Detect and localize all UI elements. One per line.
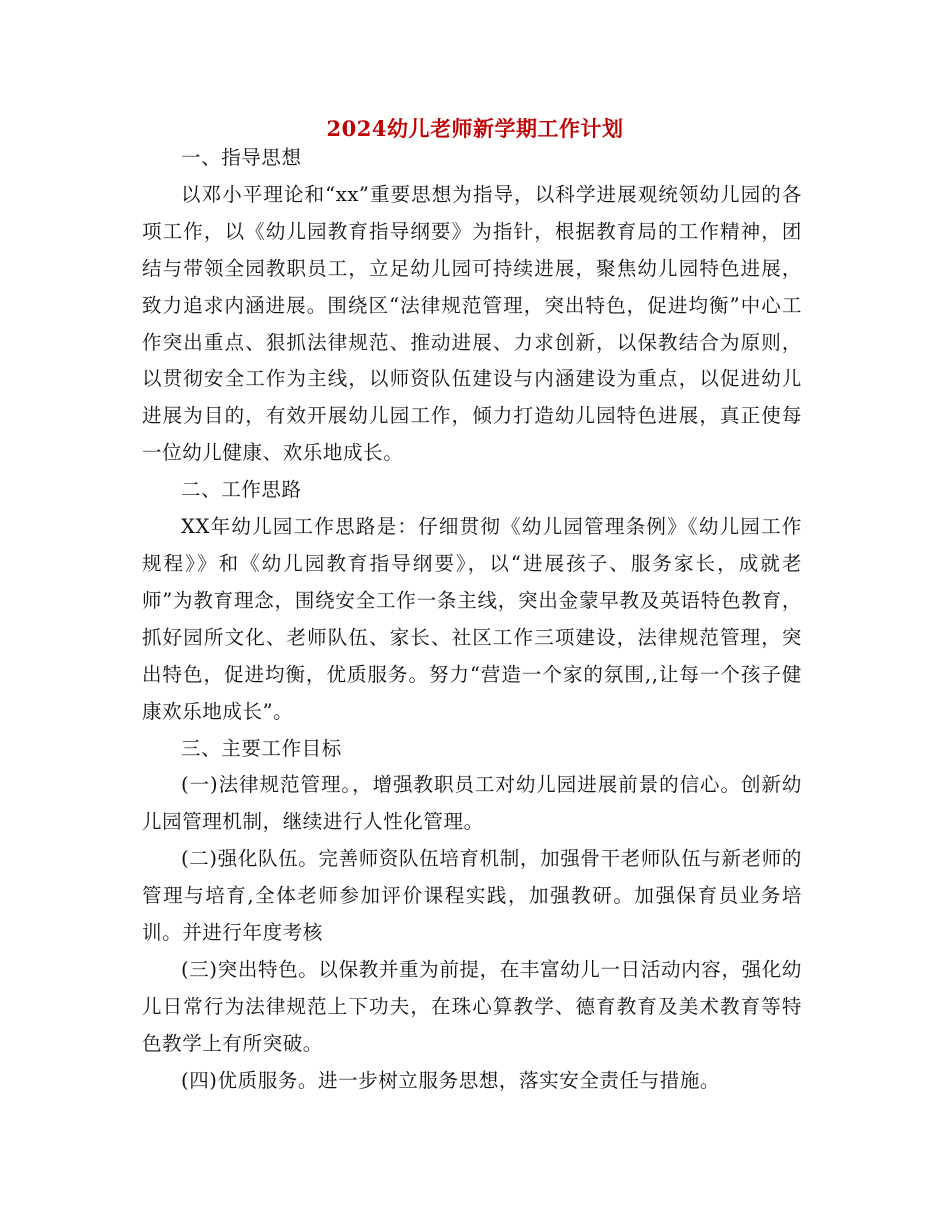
- document-body: [142, 140, 802, 1100]
- paragraph-guiding-thought: 以邓小平理论和“xx”重要思想为指导，以科学进展观统领幼儿园的各项工作，以《幼儿园教育指导纲要》为指针，根据教育局的工作精神，团结与带领全园教职员工，立足幼儿园可持续进展，聚焦幼儿园特色进展，致力追求内涵进展。围绕区“法律规范管理，突出特色，促进均衡”中心工作突出重点、狠抓法律规范、推动进展、力求创新，以保教结合为原则，以贯彻安全工作为主线，以师资队伍建设与内涵建设为重点，以促进幼儿进展为目的，有效开展幼儿园工作，倾力打造幼儿园特色进展，真正使每一位幼儿健康、欢乐地成长。: [142, 182, 802, 465]
- paragraph-goal-1: (一)法律规范管理。，增强教职员工对幼儿园进展前景的信心。创新幼儿园管理机制，继续进行人性化管理。: [142, 773, 802, 834]
- paragraph-goal-3: (三)突出特色。以保教并重为前提，在丰富幼儿一日活动内容，强化幼儿日常行为法律规范上下功夫，在珠心算教学、德育教育及美术教育等特色教学上有所突破。: [142, 957, 802, 1055]
- paragraph-goal-4: (四)优质服务。进一步树立服务思想，落实安全责任与措施。: [181, 1068, 721, 1092]
- paragraph-work-approach: XX年幼儿园工作思路是：仔细贯彻《幼儿园管理条例》《幼儿园工作规程》》和《幼儿园教育指导纲要》，以“进展孩子、服务家长，成就老师”为教育理念，围绕安全工作一条主线，突出金蒙早教及英语特色教育，抓好园所文化、老师队伍、家长、社区工作三项建设，法律规范管理，突出特色，促进均衡，优质服务。努力“营造一个家的氛围,,让每一个孩子健康欢乐地成长”。: [142, 515, 802, 723]
- section-heading-main-goals: 三、主要工作目标: [181, 736, 342, 760]
- paragraph-goal-2: (二)强化队伍。完善师资队伍培育机制，加强骨干老师队伍与新老师的管理与培育,全体老师参加评价课程实践，加强教研。加强保育员业务培训。并进行年度考核: [142, 847, 802, 945]
- section-heading-work-approach: 二、工作思路: [181, 478, 302, 502]
- document-title: 2024幼儿老师新学期工作计划: [326, 116, 624, 141]
- section-heading-guiding-thought: 一、指导思想: [181, 146, 302, 169]
